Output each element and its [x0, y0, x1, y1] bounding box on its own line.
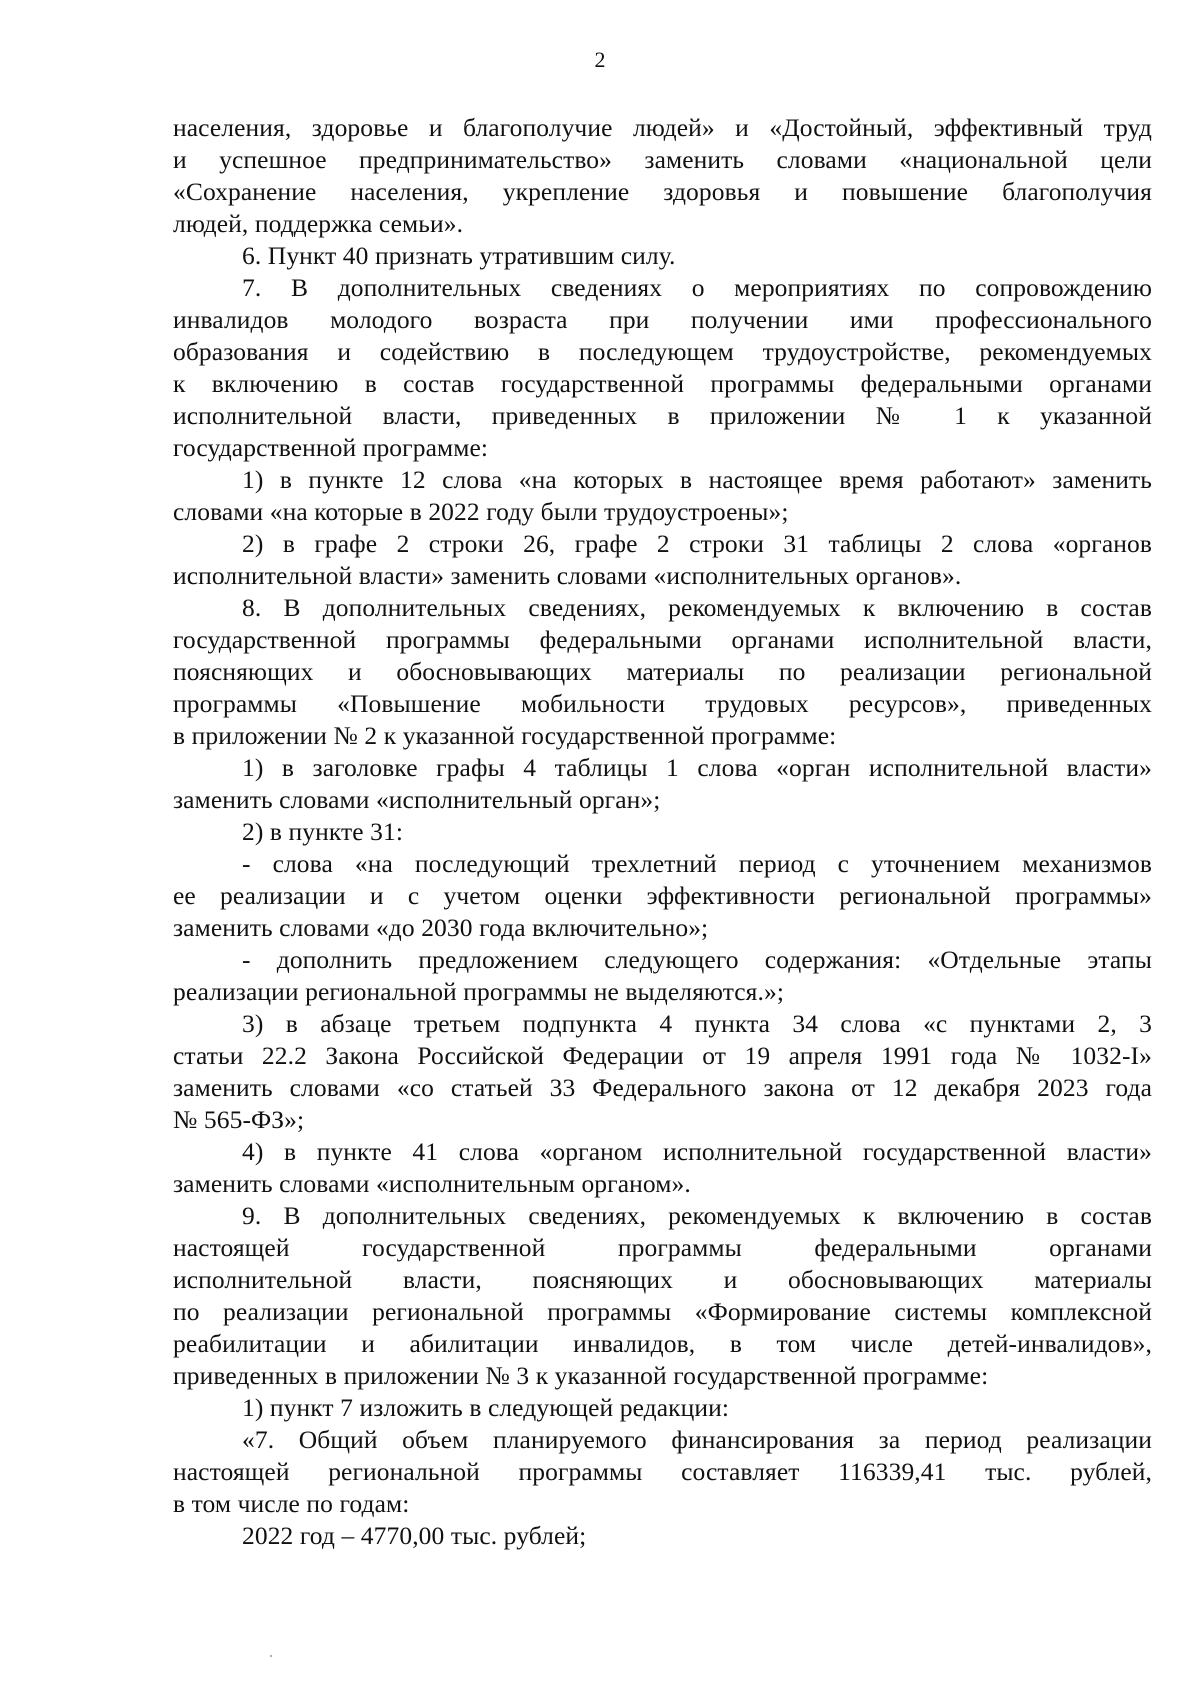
text-line: образования и содействию в последующем трудоустройстве, рекомендуемых: [173, 337, 1152, 366]
text-line: 2022 год – 4770,00 тыс. рублей;: [242, 1521, 587, 1550]
text-line: и успешное предпринимательство» заменить словами «национальной цели: [173, 145, 1152, 174]
text-line: 4) в пункте 41 слова «органом исполнительной государственной власти»: [242, 1137, 1152, 1166]
text-line: в том числе по годам:: [173, 1489, 410, 1518]
text-line: 2) в пункте 31:: [242, 817, 404, 846]
text-line: заменить словами «со статьей 33 Федерального закона от 12 декабря 2023 года: [173, 1073, 1152, 1102]
text-line: приведенных в приложении № 3 к указанной государственной программе:: [173, 1361, 989, 1390]
text-line: - слова «на последующий трехлетний период с уточнением механизмов: [242, 849, 1152, 878]
text-line: реабилитации и абилитации инвалидов, в том числе детей-инвалидов»,: [173, 1329, 1152, 1358]
page-number: 2: [594, 47, 606, 72]
text-line: программы «Повышение мобильности трудовых ресурсов», приведенных: [173, 689, 1152, 718]
text-line: 8. В дополнительных сведениях, рекомендуемых к включению в состав: [242, 593, 1152, 622]
text-line: «7. Общий объем планируемого финансирования за период реализации: [242, 1425, 1152, 1454]
text-line: 1) в пункте 12 слова «на которых в настоящее время работают» заменить: [242, 465, 1152, 494]
text-line: поясняющих и обосновывающих материалы по реализации региональной: [173, 657, 1152, 686]
text-line: государственной программе:: [173, 433, 489, 462]
text-line: в приложении № 2 к указанной государственной программе:: [173, 721, 837, 750]
text-line: государственной программы федеральными органами исполнительной власти,: [173, 625, 1152, 654]
text-line: заменить словами «до 2030 года включительно»;: [173, 913, 709, 942]
text-line: статьи 22.2 Закона Российской Федерации от 19 апреля 1991 года № 1032-I»: [173, 1041, 1152, 1070]
text-line: 1) пункт 7 изложить в следующей редакции:: [242, 1393, 730, 1422]
text-line: 2) в графе 2 строки 26, графе 2 строки 31 таблицы 2 слова «органов: [242, 529, 1152, 558]
text-line: по реализации региональной программы «Формирование системы комплексной: [173, 1297, 1152, 1326]
text-line: словами «на которые в 2022 году были трудоустроены»;: [173, 497, 789, 526]
text-line: исполнительной власти, приведенных в приложении № 1 к указанной: [173, 401, 1152, 430]
text-line: исполнительной власти» заменить словами «исполнительных органов».: [173, 561, 962, 590]
text-line: населения, здоровье и благополучие людей» и «Достойный, эффективный труд: [173, 113, 1152, 142]
text-line: исполнительной власти, поясняющих и обосновывающих материалы: [173, 1265, 1152, 1294]
text-line: заменить словами «исполнительным органом».: [173, 1169, 691, 1198]
text-line: инвалидов молодого возраста при получении ими профессионального: [173, 305, 1152, 334]
scan-artifact: [270, 1655, 272, 1657]
text-line: заменить словами «исполнительный орган»;: [173, 785, 661, 814]
text-line: № 565-ФЗ»;: [173, 1105, 305, 1134]
text-line: 7. В дополнительных сведениях о мероприятиях по сопровождению: [242, 273, 1152, 302]
text-line: настоящей государственной программы федеральными органами: [173, 1233, 1152, 1262]
text-line: настоящей региональной программы составляет 116339,41 тыс. рублей,: [173, 1457, 1152, 1486]
text-line: ее реализации и с учетом оценки эффективности региональной программы»: [173, 881, 1152, 910]
text-line: людей, поддержка семьи».: [173, 209, 464, 238]
text-line: 9. В дополнительных сведениях, рекомендуемых к включению в состав: [242, 1201, 1152, 1230]
text-line: 1) в заголовке графы 4 таблицы 1 слова «орган исполнительной власти»: [242, 753, 1152, 782]
text-line: 3) в абзаце третьем подпункта 4 пункта 34 слова «с пунктами 2, 3: [242, 1009, 1152, 1038]
text-line: - дополнить предложением следующего содержания: «Отдельные этапы: [242, 945, 1152, 974]
text-line: 6. Пункт 40 признать утратившим силу.: [242, 241, 676, 270]
text-line: к включению в состав государственной программы федеральными органами: [173, 369, 1152, 398]
text-line: реализации региональной программы не выделяются.»;: [173, 977, 785, 1006]
text-line: «Сохранение населения, укрепление здоровья и повышение благополучия: [173, 177, 1152, 206]
